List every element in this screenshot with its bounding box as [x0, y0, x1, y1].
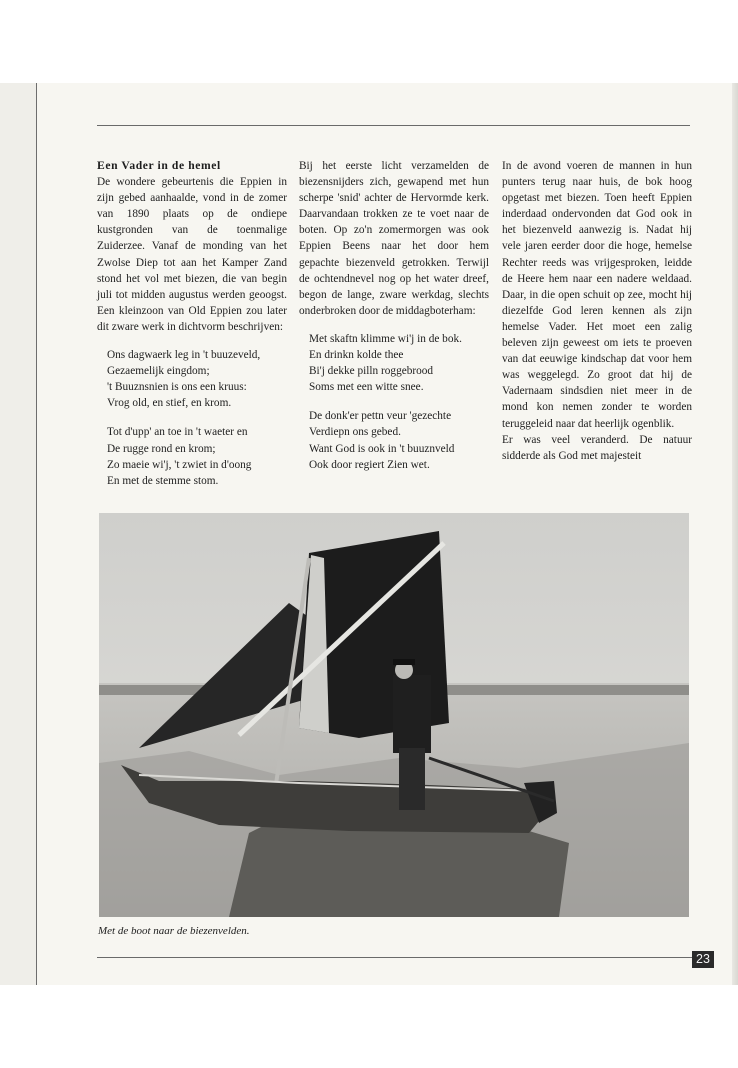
- poem-line: Zo maeie wi'j, 't zwiet in d'oong: [107, 458, 252, 471]
- boatman-cap: [393, 659, 415, 665]
- poem-line: En drinkn kolde thee: [309, 349, 404, 362]
- page-gutter: [0, 83, 37, 985]
- body-paragraph: In de avond voeren de mannen in hun punters terug naar huis, de bok hoog opgetast met biezen. Toen heeft Eppien inderdaad ondervonden dat God ook in het biezenveld aanwezig is. Nadat hij vele jaren eerder door die hoge, hemelse Rechter reeds was vrijgesproken, leidde de Heere hem naar een nadere weldaad. Daar, in die open schuit op zee, mocht hij diezelfde God leren kennen als zijn hemelse Vader. Het moet een zalig beleven zijn geweest om iets te proeven van dat eeuwige kindschap dat voor hem was weggelegd. Zo groot dat hij de Vadernaam sindsdien niet meer in de mond kon nemen zonder te worden teruggeleid naar dat heerlijk ogenblik.: [502, 160, 692, 430]
- column-1: [97, 158, 287, 502]
- photo-caption: Met de boot naar de biezenvelden.: [98, 925, 250, 937]
- top-rule: [97, 125, 690, 126]
- poem-stanza: [309, 408, 489, 472]
- poem-2: [299, 331, 489, 473]
- boatman-legs: [399, 748, 425, 810]
- poem-line: Ons dagwaerk leg in 't buuzeveld,: [107, 349, 261, 362]
- magazine-page: [0, 83, 738, 985]
- column-3: [502, 158, 692, 464]
- poem-stanza: [107, 424, 287, 488]
- body-paragraph: Er was veel veranderd. De natuur sidderde als God met majesteit: [502, 433, 692, 462]
- poem-line: Vrog old, en stief, en krom.: [107, 397, 232, 410]
- poem-line: Tot d'upp' an toe in 't waeter en: [107, 426, 248, 439]
- poem-line: Bi'j dekke pilln roggebrood: [309, 365, 434, 378]
- page-number: 23: [692, 951, 714, 968]
- column-2: [299, 158, 489, 486]
- body-paragraph: Bij het eerste licht verzamelden de biezensnijders zich, gewapend met hun scherpe 'snid' achter de Hervormde kerk. Daarvandaan trokken ze te voet naar de boten. Op zo'n zomermorgen was ook Eppien Beens naar het door hem gepachte biezenveld getrokken. Terwijl de ochtendnevel nog op het water dreef, begon de lange, zware werkdag, slechts onderbroken door de middagboterham:: [299, 160, 489, 317]
- boat-photo: [99, 513, 689, 917]
- boatman-body: [393, 675, 431, 753]
- page-edge: [732, 83, 738, 985]
- boat-photo-illustration: [99, 513, 689, 917]
- poem-1: [97, 347, 287, 489]
- poem-line: Ook door regiert Zien wet.: [309, 458, 430, 471]
- poem-line: Soms met een witte snee.: [309, 381, 424, 394]
- poem-stanza: [107, 347, 287, 411]
- poem-line: Want God is ook in 't buuznveld: [309, 442, 455, 455]
- poem-line: De donk'er pettn veur 'gezechte: [309, 410, 452, 423]
- article-heading: Een Vader in de hemel: [97, 159, 221, 172]
- intro-paragraph: De wondere gebeurtenis die Eppien in zijn gebed aanhaalde, vond in de zomer van 1890 plaats op de ondiepe kustgronden van de toenmalige Zuiderzee. Vanaf de monding van het Zwolse Diep tot aan het Kamper Zand stond het vol met biezen, die van begin juli tot midden augustus werden geoogst. Een kleinzoon van Old Eppien zou later dit zware werk in dichtvorm beschrijven:: [97, 176, 287, 333]
- poem-line: En met de stemme stom.: [107, 474, 219, 487]
- poem-line: Met skaftn klimme wi'j in de bok.: [309, 332, 462, 345]
- poem-line: De rugge rond en krom;: [107, 442, 216, 455]
- poem-stanza: [309, 331, 489, 395]
- bottom-rule: [97, 957, 693, 958]
- poem-line: Gezaemelijk eingdom;: [107, 365, 210, 378]
- poem-line: Verdiepn ons gebed.: [309, 426, 401, 439]
- poem-line: 't Buuznsnien is ons een kruus:: [107, 381, 247, 394]
